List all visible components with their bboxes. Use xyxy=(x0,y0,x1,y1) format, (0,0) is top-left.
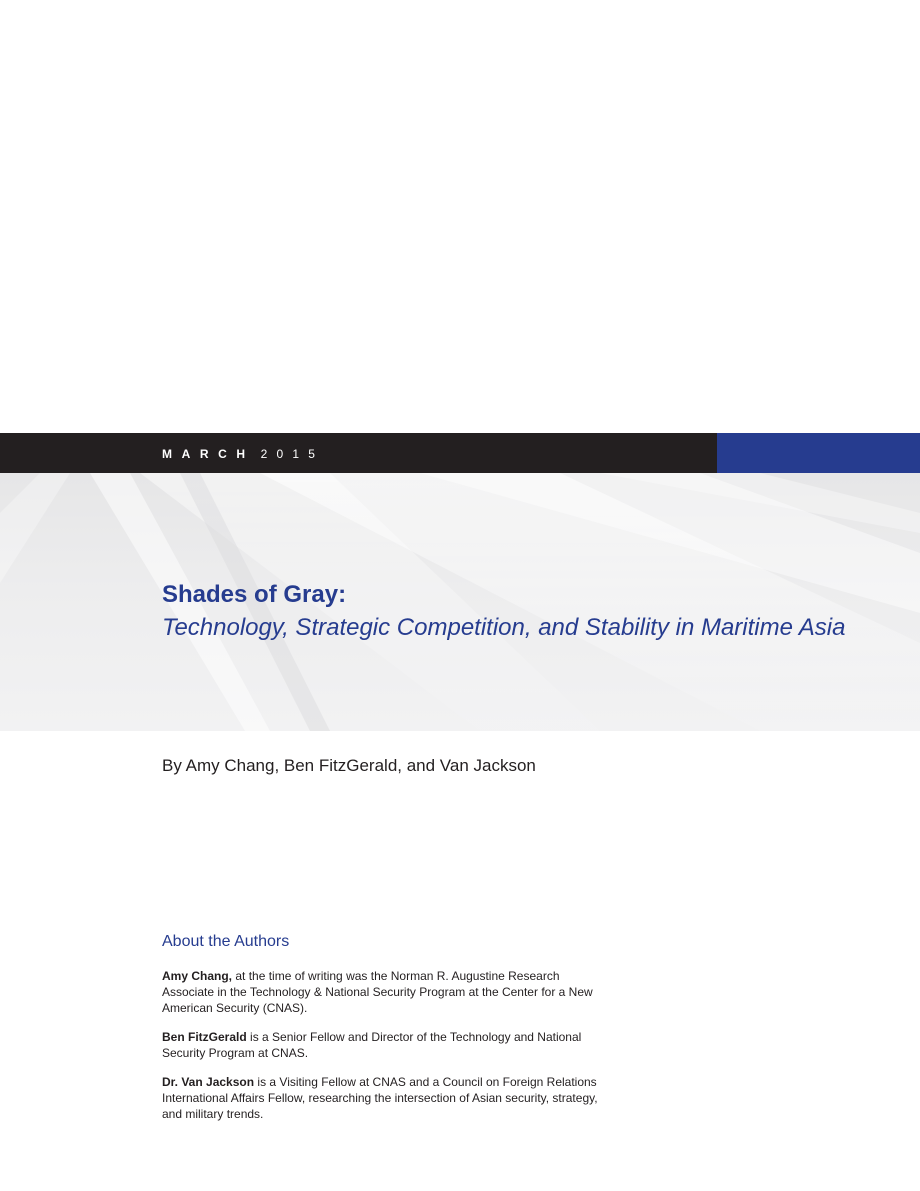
publication-date xyxy=(162,446,324,462)
author-bio-text: is a Senior Fellow and Director of the Technology and National xyxy=(246,1030,582,1044)
author-bio-text: International Affairs Fellow, researching the intersection of Asian security, strategy, xyxy=(162,1091,598,1105)
author-bio-text: Associate in the Technology & National Security Program at the Center for a New xyxy=(162,985,593,999)
report-subtitle: Technology, Strategic Competition, and Stability in Maritime Asia xyxy=(162,614,846,641)
author-bio-ben-fitzgerald xyxy=(162,1029,632,1061)
publication-month: MARCH xyxy=(162,447,255,461)
report-title: Shades of Gray: xyxy=(162,581,347,608)
author-bio-text: is a Visiting Fellow at CNAS and a Council on Foreign Relations xyxy=(254,1075,597,1089)
author-name: Ben FitzGerald xyxy=(162,1030,247,1044)
author-bio-text: American Security (CNAS). xyxy=(162,1001,308,1015)
author-bio-text: Security Program at CNAS. xyxy=(162,1046,309,1060)
byline: By Amy Chang, Ben FitzGerald, and Van Jackson xyxy=(162,756,536,775)
author-bio-text: at the time of writing was the Norman R. Augustine Research xyxy=(232,969,560,983)
about-authors-heading: About the Authors xyxy=(162,933,290,950)
author-name: Dr. Van Jackson xyxy=(162,1075,255,1089)
author-bio-amy-chang xyxy=(162,968,632,1016)
accent-block xyxy=(717,433,920,473)
author-bio-text: and military trends. xyxy=(162,1107,264,1121)
light-rays-graphic xyxy=(0,473,920,731)
date-band xyxy=(0,433,717,473)
title-banner xyxy=(0,473,920,731)
publication-year: 2015 xyxy=(260,447,325,461)
author-bio-van-jackson xyxy=(162,1074,632,1122)
author-name: Amy Chang, xyxy=(162,969,233,983)
light-ray xyxy=(0,473,70,583)
